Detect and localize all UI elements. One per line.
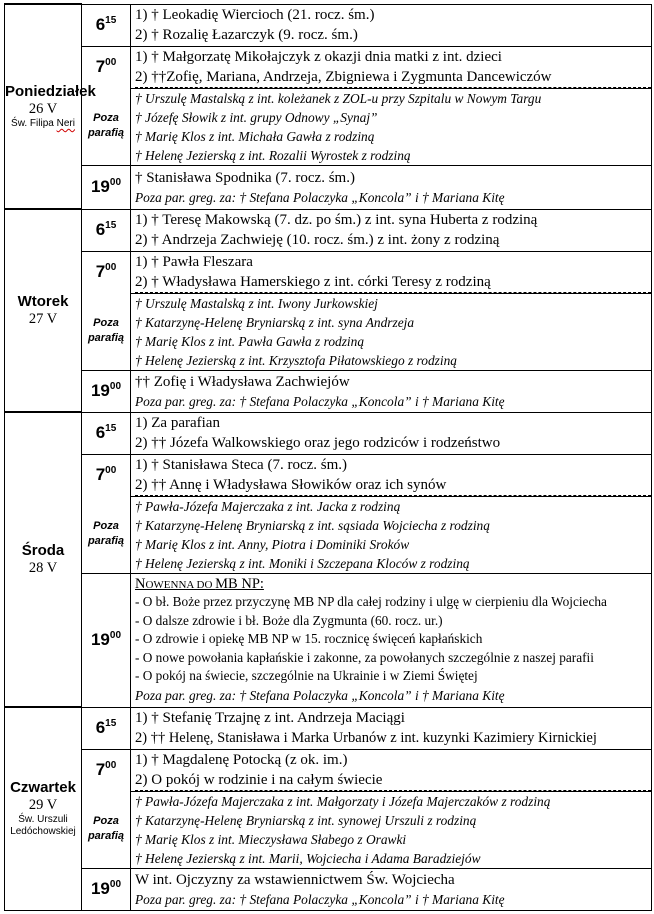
intention: † Pawła-Józefa Majerczaka z int. Jacka z rodziną — [135, 498, 401, 514]
intention: 2) † Władysława Hamerskiego z int. córki Teresy z rodziną — [135, 272, 651, 293]
day-name: Środa — [21, 542, 65, 559]
intentions-615 — [131, 209, 652, 251]
intention: † Józefę Słowik z int. grupy Odnowy „Synaj” — [135, 109, 378, 125]
time-1900: $19^{00}$ — [82, 370, 131, 412]
day-feast: Ledóchowskiej — [10, 826, 76, 838]
intention: 1) † Stefanię Trzajnę z int. Andrzeja Maciągi — [135, 710, 405, 726]
poza-label: Poza parafią — [82, 496, 131, 573]
time-1900: $19^{00}$ — [82, 868, 131, 910]
time-700: $7^{00}$ — [82, 251, 131, 293]
intention: † Marię Klos z int. Mieczysława Słabego z Orawki — [135, 831, 407, 847]
wednesday-poza-row — [5, 496, 652, 573]
intention: 2) †† Józefa Walkowskiego oraz jego rodziców i rodzeństwo — [135, 435, 501, 451]
intentions-poza — [131, 293, 652, 370]
poza-footer: Poza par. greg. za: † Stefana Polaczyka „Koncola” i † Mariana Kitę — [135, 189, 505, 205]
mass-intentions-table — [4, 3, 652, 911]
intention: † Katarzynę-Helenę Bryniarską z int. syna Andrzeja — [135, 314, 415, 330]
intentions-615 — [131, 707, 652, 749]
intentions-615 — [131, 4, 652, 46]
intention: † Helenę Jezierską z int. Krzysztofa Piłatowskiego z rodziną — [135, 352, 457, 368]
intention: 2) †† Annę i Władysława Słowików oraz ich synów — [135, 475, 651, 496]
intention: 1) † Magdalenę Potocką (z ok. im.) — [135, 751, 348, 768]
intentions-1900 — [131, 573, 652, 707]
monday-615-row — [5, 4, 652, 46]
time-700: $7^{00}$ — [82, 749, 131, 791]
poza-label: Poza parafią — [82, 293, 131, 370]
intention: 1) † Teresę Makowską (7. dz. po śm.) z int. syna Huberta z rodziną — [135, 212, 538, 228]
intention: †† Zofię i Władysława Zachwiejów — [135, 373, 350, 390]
intention: † Marię Klos z int. Michała Gawła z rodziną — [135, 128, 375, 144]
day-name: Poniedziałek — [5, 83, 96, 100]
intention: † Pawła-Józefa Majerczaka z int. Małgorzaty i Józefa Majerczaków z rodziną — [135, 793, 551, 809]
tuesday-615-row — [5, 209, 652, 251]
time-700: $7^{00}$ — [82, 46, 131, 88]
feast-text: Św. Filipa — [11, 118, 57, 129]
day-date: 27 V — [28, 311, 58, 327]
intentions-700 — [131, 251, 652, 293]
wednesday-1900-row — [5, 573, 652, 707]
day-thursday — [5, 707, 82, 910]
thursday-615-row — [5, 707, 652, 749]
day-date: 28 V — [28, 560, 58, 576]
intentions-700 — [131, 454, 652, 496]
novena-item: - O nowe powołania kapłańskie i zakonne, za powołanych szczególnie z naszej parafii — [135, 649, 594, 665]
intention: 2) ††Zofię, Mariana, Andrzeja, Zbigniewa i Zygmunta Dancewiczów — [135, 67, 651, 88]
day-date: 29 V — [28, 797, 58, 814]
intentions-poza — [131, 496, 652, 573]
time-615: $6^{15}$ — [82, 707, 131, 749]
thursday-1900-row — [5, 868, 652, 910]
wednesday-615-row — [5, 412, 652, 454]
day-name: Wtorek — [17, 293, 69, 310]
time-615: $6^{15}$ — [82, 209, 131, 251]
feast-text-spellcheck: Neri — [56, 118, 75, 129]
novena-item: - O zdrowie i opiekę MB NP w 15. rocznicę święceń kapłańskich — [135, 631, 483, 647]
intentions-700 — [131, 46, 652, 88]
intention: † Helenę Jezierską z int. Moniki i Szczepana Kloców z rodziną — [135, 555, 470, 571]
tuesday-700-row — [5, 251, 652, 293]
day-monday — [5, 4, 96, 209]
intention: 2) † Rozalię Łazarczyk (9. rocz. śm.) — [135, 27, 358, 43]
day-feast — [5, 118, 81, 130]
tuesday-1900-row — [5, 370, 652, 412]
intentions-poza — [131, 791, 652, 868]
intention: † Stanisława Spodnika (7. rocz. śm.) — [135, 169, 355, 186]
poza-footer: Poza par. greg. za: † Stefana Polaczyka „Koncola” i † Mariana Kitę — [135, 891, 505, 907]
monday-1900-row — [5, 165, 652, 209]
poza-label: Poza parafią — [82, 88, 131, 165]
novena-item: - O pokój na świecie, szczególnie na Ukrainie i w Ziemi Świętej — [135, 668, 478, 684]
day-tuesday — [5, 209, 82, 412]
day-date: 26 V — [28, 101, 58, 117]
intention: 1) † Małgorzatę Mikołajczyk z okazji dnia matki z int. dzieci — [135, 48, 502, 65]
intentions-1900 — [131, 868, 652, 910]
intention: † Urszulę Mastalską z int. koleżanek z ZOL-u przy Szpitalu w Nowym Targu — [135, 90, 542, 106]
novena-heading: NOWENNA DO MB NP: — [135, 576, 264, 593]
intention: † Katarzynę-Helenę Bryniarską z int. sąsiada Wojciecha z rodziną — [135, 517, 490, 533]
intention: † Helenę Jezierską z int. Marii, Wojciecha i Adama Baradziejów — [135, 850, 481, 866]
intentions-700 — [131, 749, 652, 791]
tuesday-poza-row — [5, 293, 652, 370]
time-1900: $19^{00}$ — [82, 165, 131, 209]
novena-item: - O bł. Boże przez przyczynę MB NP dla całej rodziny i ulgę w cierpieniu dla Wojciecha — [135, 594, 607, 610]
intentions-615 — [131, 412, 652, 454]
day-name: Czwartek — [10, 779, 76, 797]
intention: † Helenę Jezierską z int. Rozalii Wyrostek z rodziną — [135, 147, 411, 163]
intention: 2) †† Helenę, Stanisława i Marka Urbanów z int. kuzynki Kazimiery Kirnickiej — [135, 730, 597, 746]
poza-footer: Poza par. greg. za: † Stefana Polaczyka „Koncola” i † Mariana Kitę — [135, 393, 505, 409]
intention: W int. Ojczyzny za wstawiennictwem Św. Wojciecha — [135, 871, 455, 888]
intention: † Katarzynę-Helenę Bryniarską z int. synowej Urszuli z rodziną — [135, 812, 477, 828]
day-feast: Św. Urszuli — [18, 814, 68, 826]
thursday-700-row — [5, 749, 652, 791]
time-615: $6^{15}$ — [82, 412, 131, 454]
thursday-poza-row — [5, 791, 652, 868]
novena-item: - O dalsze zdrowie i bł. Boże dla Zygmunta (60. rocz. ur.) — [135, 612, 443, 628]
time-615: $6^{15}$ — [82, 4, 131, 46]
intention: 2) † Andrzeja Zachwieję (10. rocz. śm.) z int. żony z rodziną — [135, 232, 500, 248]
intention: 1) Za parafian — [135, 415, 220, 431]
monday-700-row — [5, 46, 652, 88]
intentions-poza — [131, 88, 652, 165]
day-wednesday — [5, 412, 82, 707]
poza-label: Poza parafią — [82, 791, 131, 868]
time-700: $7^{00}$ — [82, 454, 131, 496]
wednesday-700-row — [5, 454, 652, 496]
poza-footer: Poza par. greg. za: † Stefana Polaczyka „Koncola” i † Mariana Kitę — [135, 687, 505, 703]
intention: 1) † Pawła Fleszara — [135, 253, 253, 270]
intention: 1) † Stanisława Steca (7. rocz. śm.) — [135, 456, 348, 473]
intention: † Urszulę Mastalską z int. Iwony Jurkowskiej — [135, 295, 378, 311]
intention: † Marię Klos z int. Pawła Gawła z rodziną — [135, 333, 365, 349]
intention: 2) O pokój w rodzinie i na całym świecie — [135, 770, 651, 791]
intention: 1) † Leokadię Wiercioch (21. rocz. śm.) — [135, 7, 375, 23]
intention: † Marię Klos z int. Anny, Piotra i Dominiki Sroków — [135, 536, 410, 552]
intentions-1900 — [131, 165, 652, 209]
intentions-1900 — [131, 370, 652, 412]
time-1900: $19^{00}$ — [82, 573, 131, 707]
monday-poza-row — [5, 88, 652, 165]
